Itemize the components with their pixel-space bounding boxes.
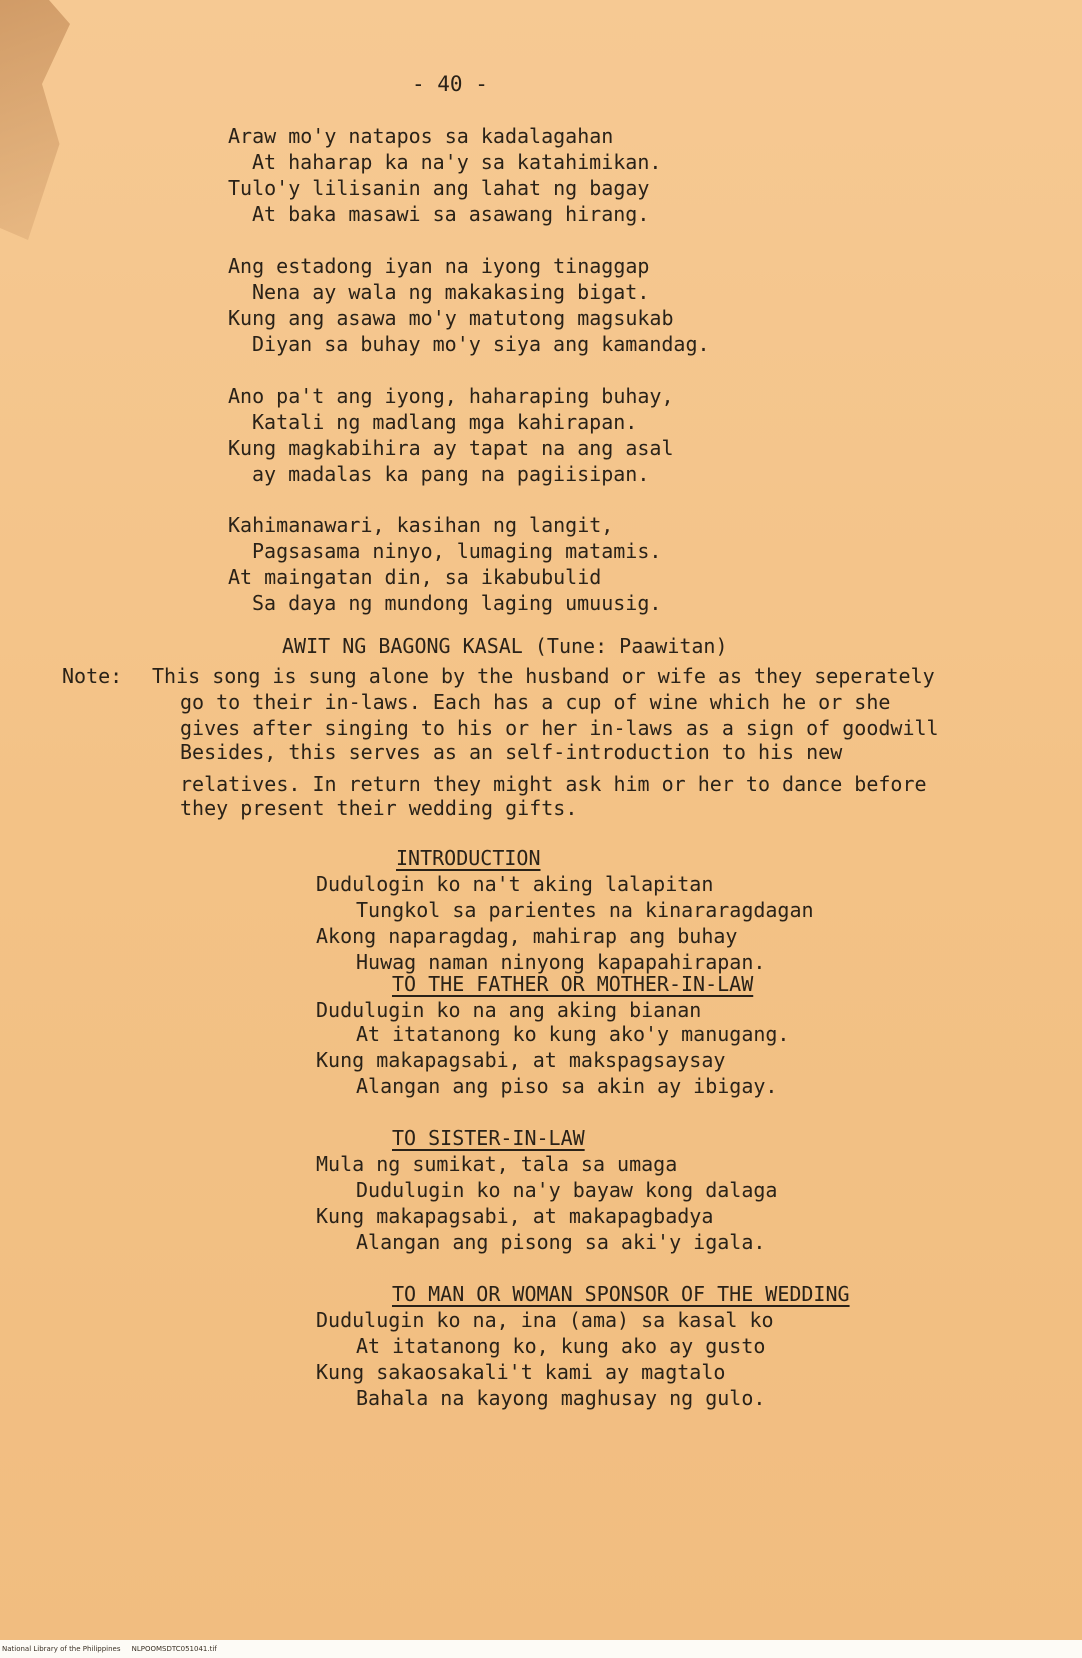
stanza-1-line-3: Tulo'y lilisanin ang lahat ng bagay bbox=[228, 176, 650, 200]
parent-in-law-line-4: Alangan ang piso sa akin ay ibigay. bbox=[356, 1074, 778, 1098]
note-line-4: Besides, this serves as an self-introduction to his new bbox=[180, 740, 843, 764]
sponsor-line-4: Bahala na kayong maghusay ng gulo. bbox=[356, 1386, 766, 1410]
stanza-2-line-1: Ang estadong iyan na iyong tinaggap bbox=[228, 254, 650, 278]
sister-in-law-line-3: Kung makapagsabi, at makapagbadya bbox=[316, 1204, 714, 1228]
note-line-6: they present their wedding gifts. bbox=[180, 796, 578, 820]
parent-in-law-line-2: At itatanong ko kung ako'y manugang. bbox=[356, 1022, 790, 1046]
sister-in-law-line-2: Dudulugin ko na'y bayaw kong dalaga bbox=[356, 1178, 778, 1202]
sponsor-line-3: Kung sakaosakali't kami ay magtalo bbox=[316, 1360, 726, 1384]
stanza-1-line-2: At haharap ka na'y sa katahimikan. bbox=[252, 150, 662, 174]
stanza-3-line-2: Katali ng madlang mga kahirapan. bbox=[252, 410, 638, 434]
stanza-4-line-2: Pagsasama ninyo, lumaging matamis. bbox=[252, 539, 662, 563]
section-heading-sister-in-law: TO SISTER-IN-LAW bbox=[392, 1126, 585, 1150]
introduction-line-1: Dudulogin ko na't aking lalapitan bbox=[316, 872, 714, 896]
note-line-3: gives after singing to his or her in-laws as a sign of goodwill bbox=[180, 716, 939, 740]
stanza-4-line-1: Kahimanawari, kasihan ng langit, bbox=[228, 513, 614, 537]
introduction-line-2: Tungkol sa parientes na kinararagdagan bbox=[356, 898, 814, 922]
note-label: Note: bbox=[62, 664, 123, 688]
tape-stain bbox=[0, 0, 70, 240]
section-heading-introduction: INTRODUCTION bbox=[396, 846, 541, 870]
scan-footer: National Library of the Philippines NLPOOMSDTC051041.tif bbox=[2, 1645, 217, 1653]
section-heading-parent-in-law: TO THE FATHER OR MOTHER-IN-LAW bbox=[392, 972, 754, 996]
sponsor-line-2: At itatanong ko, kung ako ay gusto bbox=[356, 1334, 766, 1358]
stanza-4-line-4: Sa daya ng mundong laging umuusig. bbox=[252, 591, 662, 615]
page-number: - 40 - bbox=[412, 72, 488, 96]
stanza-2-line-2: Nena ay wala ng makakasing bigat. bbox=[252, 280, 650, 304]
stanza-1-line-1: Araw mo'y natapos sa kadalagahan bbox=[228, 124, 614, 148]
note-line-2: go to their in-laws. Each has a cup of wine which he or she bbox=[180, 690, 891, 714]
stanza-3-line-1: Ano pa't ang iyong, haharaping buhay, bbox=[228, 384, 674, 408]
sponsor-line-1: Dudulugin ko na, ina (ama) sa kasal ko bbox=[316, 1308, 774, 1332]
sister-in-law-line-1: Mula ng sumikat, tala sa umaga bbox=[316, 1152, 678, 1176]
introduction-line-4: Huwag naman ninyong kapapahirapan. bbox=[356, 950, 766, 974]
stanza-4-line-3: At maingatan din, sa ikabubulid bbox=[228, 565, 602, 589]
stanza-2-line-4: Diyan sa buhay mo'y siya ang kamandag. bbox=[252, 332, 710, 356]
stanza-3-line-4: ay madalas ka pang na pagiisipan. bbox=[252, 462, 650, 486]
stanza-1-line-4: At baka masawi sa asawang hirang. bbox=[252, 202, 650, 226]
stanza-3-line-3: Kung magkabihira ay tapat na ang asal bbox=[228, 436, 674, 460]
song-title: AWIT NG BAGONG KASAL (Tune: Paawitan) bbox=[282, 634, 728, 658]
stanza-2-line-3: Kung ang asawa mo'y matutong magsukab bbox=[228, 306, 674, 330]
note-line-1: This song is sung alone by the husband or wife as they seperately bbox=[152, 664, 935, 688]
parent-in-law-line-1: Dudulugin ko na ang aking bianan bbox=[316, 998, 702, 1022]
note-line-5: relatives. In return they might ask him or her to dance before bbox=[180, 772, 927, 796]
parent-in-law-line-3: Kung makapagsabi, at makspagsaysay bbox=[316, 1048, 726, 1072]
sister-in-law-line-4: Alangan ang pisong sa aki'y igala. bbox=[356, 1230, 766, 1254]
introduction-line-3: Akong naparagdag, mahirap ang buhay bbox=[316, 924, 738, 948]
section-heading-sponsor: TO MAN OR WOMAN SPONSOR OF THE WEDDING bbox=[392, 1282, 850, 1306]
